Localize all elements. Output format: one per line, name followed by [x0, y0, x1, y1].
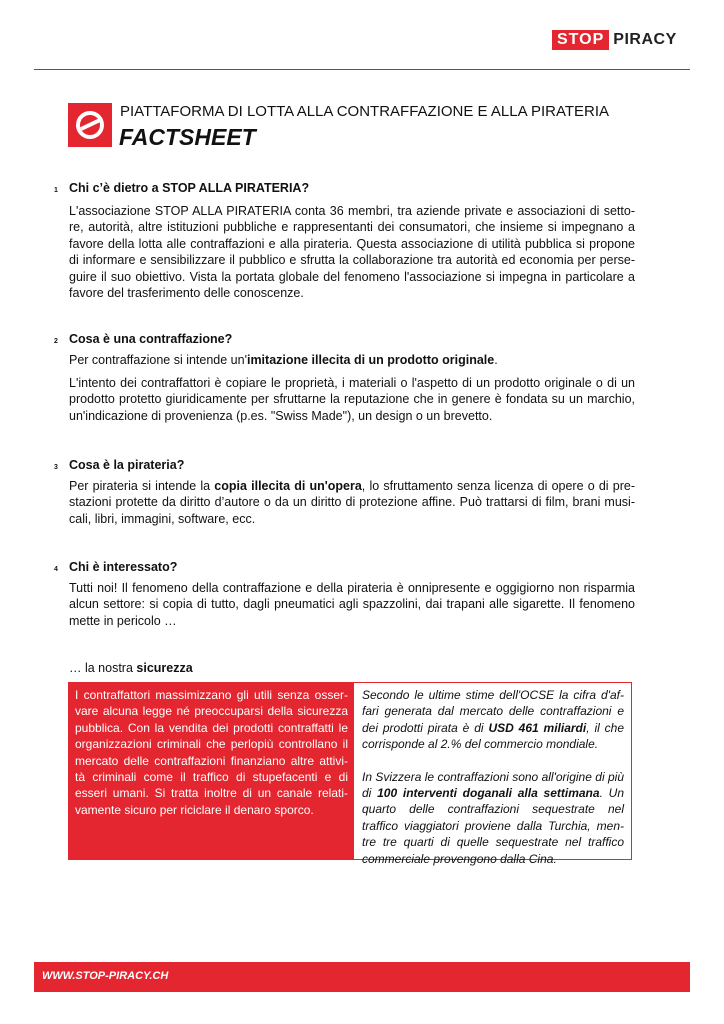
section-question: Cosa è la pirateria? [69, 458, 185, 472]
section-paragraph [69, 478, 635, 527]
text-run-bold: USD 461 miliardi [488, 720, 587, 735]
box-right-paragraph [362, 687, 624, 753]
section-question: Cosa è una contraffazione? [69, 332, 233, 346]
page-title: FACTSHEET [119, 124, 256, 150]
text-run: , il che corrisponde al 2.% del commercio mondiale. [362, 720, 624, 752]
text-run: Secondo le ultime stime dell'OCSE la cifra d'af-fari generata dal mercato delle contraffazioni e dei prodotti pirata è di [362, 688, 624, 735]
text-run: . [494, 353, 498, 367]
section-number: 1 [54, 187, 58, 194]
text-run: Per pirateria si intende la [69, 479, 215, 493]
section-number: 3 [54, 464, 58, 471]
text-run-bold: 100 interventi doganali alla settimana [377, 786, 600, 801]
security-heading [69, 661, 193, 675]
section-question: Chi c’è dietro a STOP ALLA PIRATERIA? [69, 181, 310, 195]
text-run-bold: imitazione illecita di un prodotto originale [246, 353, 495, 367]
page-subtitle: PIATTAFORMA DI LOTTA ALLA CONTRAFFAZIONE E ALLA PIRATERIA [120, 103, 610, 120]
text-run: … la nostra [69, 661, 137, 675]
text-run: . Un quarto delle contraffazioni sequestrate nel traffico viaggiatori proviene dalla Turchia, men-tre tre quarti di quelle sequestrate nel traffico commerciale provengono dalla Cina. [362, 786, 624, 866]
logo-piracy: PIRACY [613, 31, 677, 48]
stop-piracy-emblem-icon [68, 103, 112, 147]
box-right-text [354, 683, 631, 866]
box-left-text: I contraffattori massimizzano gli utili senza osser-vare alcuna legge né preoccuparsi della sicurezza pubblica. Con la vendita dei prodotti contraffatti le organizzazioni criminali che perlopiù controllano il mercato delle contraffazioni finanziano altre attivi-tà criminali come il traffico di stupefacenti e di esseri umani. Si tratta inoltre di un canale relati-vamente sicuro per riciclare il denaro sporco. [69, 683, 354, 859]
section-paragraph: L'associazione STOP ALLA PIRATERIA conta 36 membri, tra aziende private e associazioni di setto-re, autorità, altre istituzioni pubbliche e rappresentanti dei consumatori, che insieme si impegnano a favore della lotta alle contraffazioni e alla pirateria. Questa associazione di utilità pubblica si propone di informare e sensibilizzare il pubblico e sfrutta la collaborazione tra autorità ed economia per perse-guire il suo obiettivo. Vista la portata globale del fenomeno l'associazione si impegna in particolare a favore del trasferimento delle conoscenze. [69, 204, 635, 301]
footer-bar [34, 962, 690, 992]
section-question: Chi è interessato? [69, 560, 178, 574]
logo-stop: STOP [552, 30, 609, 50]
box-right-paragraph [362, 769, 624, 867]
text-run: In Svizzera le contraffazioni sono all'origine di più di [362, 769, 624, 801]
footer-url-link[interactable]: WWW.STOP-PIRACY.CH [42, 970, 169, 982]
security-box [68, 682, 632, 866]
section-paragraph [69, 352, 635, 368]
section-paragraph: L'intento dei contraffattori è copiare le proprietà, i materiali o l'aspetto di un prodotto originale o di un prodotto protetto giuridicamente per sfruttarne la reputazione che in genere è fondata su un marchio, un'indicazione di provenienza (p.es. "Swiss Made"), un design o un brevetto. [69, 376, 635, 423]
text-run: Per contraffazione si intende un' [69, 353, 247, 367]
header-divider [34, 69, 690, 70]
section-number: 4 [54, 566, 58, 573]
text-run-bold: copia illecita di un'opera [214, 479, 362, 493]
section-paragraph: Tutti noi! Il fenomeno della contraffazione e della pirateria è onnipresente e oggigiorno non risparmia alcun settore: si copia di tutto, dagli pneumatici agli spazzolini, dai trapani alle sigarette. Il fenomeno mette in pericolo … [69, 581, 635, 628]
text-run: , lo sfruttamento senza licenza di opere o di pre-stazioni protette da diritto d’autore o da un diritto di protezione affine. Può trattarsi di film, brani musi-cali, libri, immagini, software, ecc. [69, 479, 635, 526]
section-number: 2 [54, 338, 58, 345]
brand-logo [552, 30, 677, 50]
text-run-bold: sicurezza [136, 661, 193, 675]
